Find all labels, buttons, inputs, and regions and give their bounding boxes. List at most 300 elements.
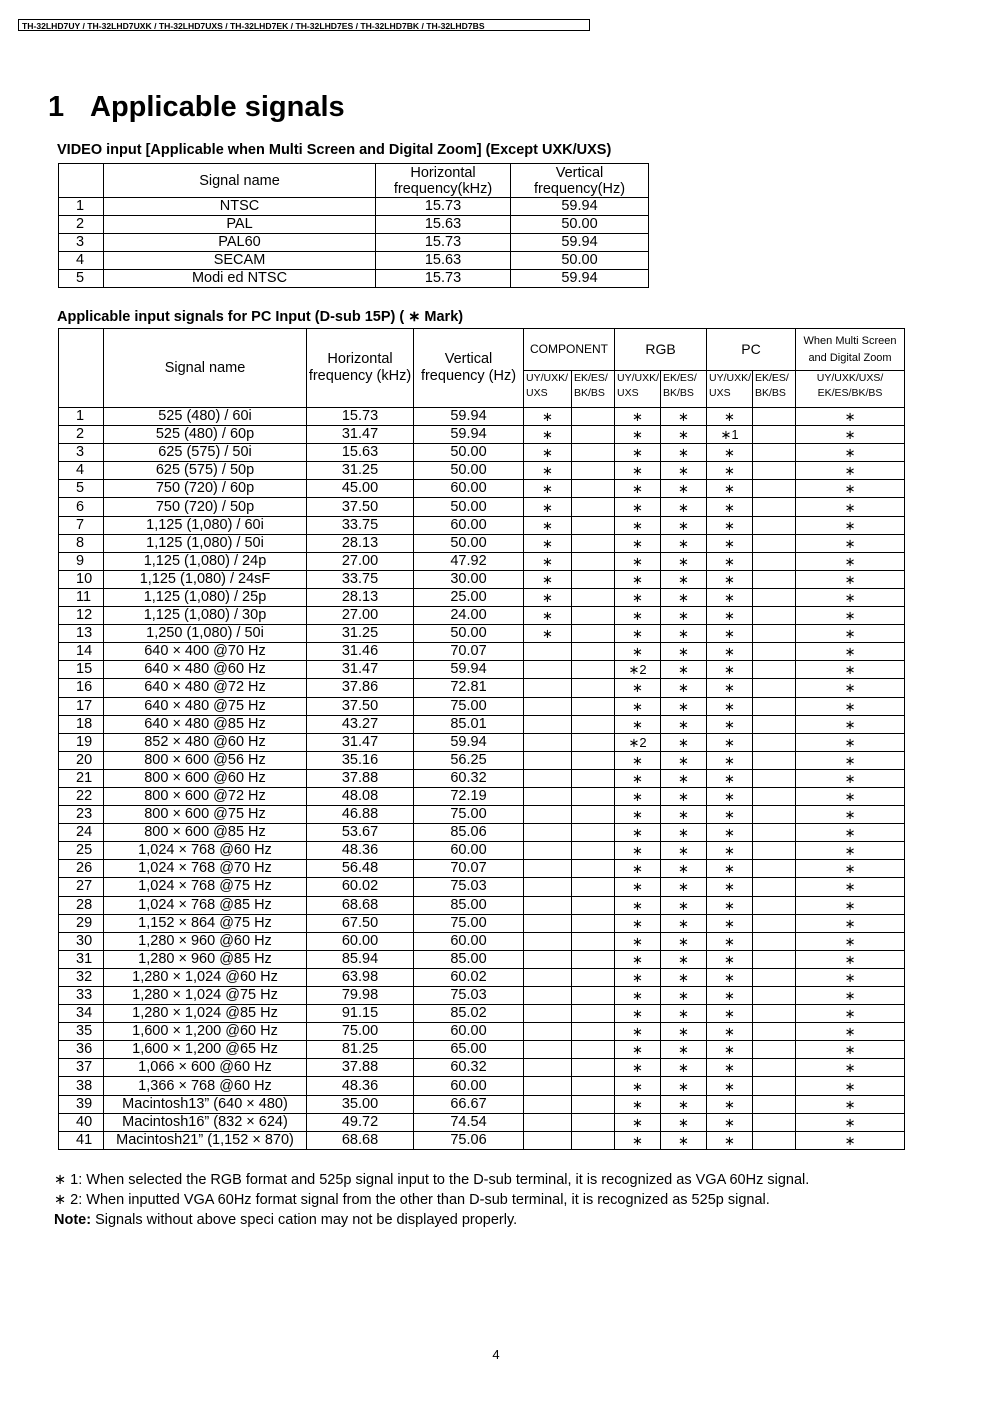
pc-cell-vertical-frequency: 75.00 <box>414 806 524 824</box>
pc-cell-multi-screen-mark: ∗ <box>796 570 905 588</box>
pc-cell-pc-uy-mark: ∗ <box>707 787 753 805</box>
pc-cell-component-uy-mark: ∗ <box>524 534 572 552</box>
pc-cell-horizontal-frequency: 48.36 <box>307 842 414 860</box>
pc-subheader-component-uy <box>524 371 572 408</box>
pc-cell-row-index: 38 <box>59 1077 104 1095</box>
pc-cell-pc-uy-mark: ∗ <box>707 1005 753 1023</box>
pc-cell-vertical-frequency: 60.32 <box>414 769 524 787</box>
pc-header-vfreq-line2: frequency (Hz) <box>420 368 517 384</box>
pc-cell-pc-ek-mark <box>753 914 796 932</box>
section-number: 1 <box>48 91 65 123</box>
pc-cell-pc-uy-mark: ∗ <box>707 679 753 697</box>
pc-table-row <box>59 878 905 896</box>
pc-cell-component-uy-mark <box>524 824 572 842</box>
pc-table-row <box>59 552 905 570</box>
pc-cell-component-uy-mark <box>524 914 572 932</box>
pc-cell-rgb-uy-mark: ∗ <box>615 1059 661 1077</box>
pc-cell-component-uy-mark <box>524 878 572 896</box>
pc-table-row <box>59 896 905 914</box>
pc-cell-component-ek-mark <box>572 1023 615 1041</box>
video-header-horizontal-frequency <box>376 164 511 198</box>
pc-cell-row-index: 16 <box>59 679 104 697</box>
pc-cell-pc-uy-mark: ∗ <box>707 625 753 643</box>
pc-cell-component-uy-mark: ∗ <box>524 480 572 498</box>
video-cell-signal-name: PAL60 <box>104 234 376 252</box>
pc-cell-horizontal-frequency: 31.25 <box>307 625 414 643</box>
pc-table-row <box>59 806 905 824</box>
pc-table-row <box>59 1095 905 1113</box>
pc-cell-pc-uy-mark: ∗ <box>707 516 753 534</box>
pc-cell-rgb-ek-mark: ∗ <box>661 787 707 805</box>
sub-ek-line2: BK/BS <box>663 387 694 399</box>
video-input-table <box>58 163 649 288</box>
pc-cell-vertical-frequency: 85.02 <box>414 1005 524 1023</box>
pc-cell-rgb-ek-mark: ∗ <box>661 987 707 1005</box>
pc-cell-horizontal-frequency: 85.94 <box>307 950 414 968</box>
pc-cell-rgb-uy-mark: ∗2 <box>615 733 661 751</box>
pc-table-row <box>59 751 905 769</box>
pc-cell-component-ek-mark <box>572 824 615 842</box>
pc-cell-pc-uy-mark: ∗ <box>707 896 753 914</box>
pc-cell-vertical-frequency: 50.00 <box>414 625 524 643</box>
pc-subheader-rgb-ek <box>661 371 707 408</box>
pc-cell-multi-screen-mark: ∗ <box>796 643 905 661</box>
pc-table-row <box>59 769 905 787</box>
pc-header-hfreq-line1: Horizontal <box>327 351 393 367</box>
pc-cell-signal-name: 1,280 × 960 @60 Hz <box>104 932 307 950</box>
pc-table-row <box>59 1005 905 1023</box>
pc-table-row <box>59 643 905 661</box>
pc-cell-rgb-uy-mark: ∗ <box>615 715 661 733</box>
pc-cell-component-ek-mark <box>572 950 615 968</box>
pc-cell-row-index: 30 <box>59 932 104 950</box>
pc-cell-vertical-frequency: 50.00 <box>414 534 524 552</box>
pc-cell-vertical-frequency: 50.00 <box>414 444 524 462</box>
pc-cell-signal-name: 625 (575) / 50p <box>104 462 307 480</box>
pc-cell-component-ek-mark <box>572 697 615 715</box>
pc-cell-multi-screen-mark: ∗ <box>796 914 905 932</box>
pc-cell-signal-name: 525 (480) / 60p <box>104 426 307 444</box>
pc-cell-signal-name: 640 × 480 @85 Hz <box>104 715 307 733</box>
pc-cell-pc-ek-mark <box>753 498 796 516</box>
pc-table-row <box>59 498 905 516</box>
pc-cell-pc-uy-mark: ∗ <box>707 751 753 769</box>
pc-cell-row-index: 33 <box>59 987 104 1005</box>
pc-cell-vertical-frequency: 60.02 <box>414 968 524 986</box>
pc-cell-pc-uy-mark: ∗ <box>707 1095 753 1113</box>
pc-table-row <box>59 480 905 498</box>
pc-cell-row-index: 21 <box>59 769 104 787</box>
pc-cell-horizontal-frequency: 27.00 <box>307 607 414 625</box>
pc-cell-component-ek-mark <box>572 896 615 914</box>
pc-cell-signal-name: 1,125 (1,080) / 24p <box>104 552 307 570</box>
pc-cell-rgb-uy-mark: ∗ <box>615 426 661 444</box>
pc-cell-rgb-uy-mark: ∗ <box>615 516 661 534</box>
pc-cell-rgb-ek-mark: ∗ <box>661 806 707 824</box>
pc-cell-pc-ek-mark <box>753 1041 796 1059</box>
sub-ek-line1: EK/ES/ <box>755 372 789 384</box>
pc-cell-pc-uy-mark: ∗ <box>707 932 753 950</box>
pc-table-row <box>59 570 905 588</box>
pc-cell-multi-screen-mark: ∗ <box>796 625 905 643</box>
pc-cell-vertical-frequency: 60.00 <box>414 932 524 950</box>
pc-cell-component-uy-mark: ∗ <box>524 426 572 444</box>
pc-cell-component-uy-mark <box>524 661 572 679</box>
pc-cell-rgb-uy-mark: ∗ <box>615 444 661 462</box>
sub-uy-line2: UXS <box>617 387 639 399</box>
pc-cell-pc-ek-mark <box>753 1113 796 1131</box>
pc-cell-row-index: 41 <box>59 1131 104 1149</box>
pc-cell-row-index: 1 <box>59 408 104 426</box>
pc-cell-pc-ek-mark <box>753 824 796 842</box>
pc-cell-vertical-frequency: 75.06 <box>414 1131 524 1149</box>
pc-cell-row-index: 9 <box>59 552 104 570</box>
pc-header-multi-line1: When Multi Screen <box>803 334 897 347</box>
video-header-hfreq-line1: Horizontal <box>410 164 476 181</box>
pc-cell-component-ek-mark <box>572 534 615 552</box>
pc-cell-pc-ek-mark <box>753 1077 796 1095</box>
pc-cell-pc-ek-mark <box>753 1095 796 1113</box>
pc-cell-signal-name: 800 × 600 @60 Hz <box>104 769 307 787</box>
pc-cell-horizontal-frequency: 45.00 <box>307 480 414 498</box>
pc-cell-signal-name: 640 × 480 @72 Hz <box>104 679 307 697</box>
pc-cell-component-uy-mark <box>524 1023 572 1041</box>
pc-cell-vertical-frequency: 60.00 <box>414 1077 524 1095</box>
pc-cell-horizontal-frequency: 67.50 <box>307 914 414 932</box>
pc-cell-rgb-ek-mark: ∗ <box>661 860 707 878</box>
pc-table-row <box>59 607 905 625</box>
pc-cell-multi-screen-mark: ∗ <box>796 1041 905 1059</box>
pc-cell-multi-screen-mark: ∗ <box>796 733 905 751</box>
pc-table-row <box>59 534 905 552</box>
pc-cell-multi-screen-mark: ∗ <box>796 968 905 986</box>
pc-cell-multi-screen-mark: ∗ <box>796 462 905 480</box>
pc-cell-component-uy-mark: ∗ <box>524 462 572 480</box>
sub-uy-line2: UXS <box>526 387 548 399</box>
pc-cell-rgb-ek-mark: ∗ <box>661 498 707 516</box>
video-table-row <box>59 270 649 288</box>
pc-cell-signal-name: 1,600 × 1,200 @60 Hz <box>104 1023 307 1041</box>
pc-cell-rgb-uy-mark: ∗ <box>615 625 661 643</box>
pc-cell-row-index: 20 <box>59 751 104 769</box>
pc-cell-signal-name: 640 × 480 @75 Hz <box>104 697 307 715</box>
video-header-signal-name: Signal name <box>104 164 376 198</box>
pc-cell-vertical-frequency: 72.81 <box>414 679 524 697</box>
pc-cell-row-index: 26 <box>59 860 104 878</box>
pc-cell-multi-screen-mark: ∗ <box>796 950 905 968</box>
video-cell-horizontal-frequency: 15.73 <box>376 270 511 288</box>
pc-table-row <box>59 1059 905 1077</box>
pc-table-row <box>59 1131 905 1149</box>
pc-cell-row-index: 17 <box>59 697 104 715</box>
pc-cell-multi-screen-mark: ∗ <box>796 534 905 552</box>
pc-cell-horizontal-frequency: 63.98 <box>307 968 414 986</box>
pc-cell-signal-name: 852 × 480 @60 Hz <box>104 733 307 751</box>
pc-cell-row-index: 23 <box>59 806 104 824</box>
pc-cell-multi-screen-mark: ∗ <box>796 806 905 824</box>
pc-cell-rgb-uy-mark: ∗ <box>615 570 661 588</box>
pc-cell-rgb-uy-mark: ∗ <box>615 751 661 769</box>
footnote-2: ∗ 2: When inputted VGA 60Hz format signal from the other than D-sub terminal, it is recognized as 525p signal. <box>54 1192 770 1208</box>
pc-cell-pc-uy-mark: ∗ <box>707 769 753 787</box>
pc-cell-component-ek-mark <box>572 607 615 625</box>
pc-table-row <box>59 860 905 878</box>
video-cell-row-index: 4 <box>59 252 104 270</box>
pc-cell-signal-name: 625 (575) / 50i <box>104 444 307 462</box>
pc-cell-component-ek-mark <box>572 769 615 787</box>
pc-cell-multi-screen-mark: ∗ <box>796 426 905 444</box>
pc-cell-horizontal-frequency: 33.75 <box>307 516 414 534</box>
pc-cell-component-uy-mark: ∗ <box>524 570 572 588</box>
pc-cell-horizontal-frequency: 56.48 <box>307 860 414 878</box>
pc-cell-horizontal-frequency: 31.47 <box>307 426 414 444</box>
pc-cell-rgb-ek-mark: ∗ <box>661 1041 707 1059</box>
pc-cell-component-ek-mark <box>572 1131 615 1149</box>
pc-cell-rgb-uy-mark: ∗ <box>615 878 661 896</box>
note-label: Note: <box>54 1212 92 1228</box>
pc-cell-pc-ek-mark <box>753 950 796 968</box>
pc-cell-horizontal-frequency: 60.02 <box>307 878 414 896</box>
pc-table-row <box>59 697 905 715</box>
pc-cell-rgb-uy-mark: ∗ <box>615 914 661 932</box>
pc-cell-component-uy-mark <box>524 1059 572 1077</box>
pc-cell-rgb-uy-mark: ∗ <box>615 462 661 480</box>
sub-ek-line1: EK/ES/ <box>663 372 697 384</box>
pc-cell-rgb-ek-mark: ∗ <box>661 1023 707 1041</box>
pc-cell-pc-uy-mark: ∗ <box>707 643 753 661</box>
pc-cell-pc-uy-mark: ∗ <box>707 1059 753 1077</box>
pc-cell-vertical-frequency: 74.54 <box>414 1113 524 1131</box>
pc-cell-multi-screen-mark: ∗ <box>796 1077 905 1095</box>
pc-cell-component-ek-mark <box>572 516 615 534</box>
pc-cell-row-index: 22 <box>59 787 104 805</box>
pc-cell-row-index: 10 <box>59 570 104 588</box>
pc-cell-pc-ek-mark <box>753 987 796 1005</box>
pc-cell-row-index: 11 <box>59 588 104 606</box>
pc-cell-horizontal-frequency: 31.25 <box>307 462 414 480</box>
pc-cell-rgb-ek-mark: ∗ <box>661 715 707 733</box>
pc-cell-horizontal-frequency: 91.15 <box>307 1005 414 1023</box>
pc-table-row <box>59 625 905 643</box>
pc-cell-horizontal-frequency: 31.47 <box>307 733 414 751</box>
pc-cell-component-uy-mark: ∗ <box>524 588 572 606</box>
pc-cell-pc-ek-mark <box>753 896 796 914</box>
pc-cell-component-uy-mark <box>524 1005 572 1023</box>
pc-cell-multi-screen-mark: ∗ <box>796 1023 905 1041</box>
pc-cell-pc-ek-mark <box>753 1023 796 1041</box>
pc-cell-vertical-frequency: 60.00 <box>414 480 524 498</box>
pc-cell-multi-screen-mark: ∗ <box>796 787 905 805</box>
pc-cell-horizontal-frequency: 15.63 <box>307 444 414 462</box>
pc-cell-horizontal-frequency: 15.73 <box>307 408 414 426</box>
pc-cell-pc-ek-mark <box>753 1005 796 1023</box>
pc-cell-rgb-ek-mark: ∗ <box>661 878 707 896</box>
pc-cell-component-uy-mark <box>524 1041 572 1059</box>
pc-cell-pc-ek-mark <box>753 697 796 715</box>
pc-cell-rgb-ek-mark: ∗ <box>661 516 707 534</box>
pc-cell-rgb-uy-mark: ∗ <box>615 896 661 914</box>
video-table-header-row <box>59 164 649 198</box>
pc-cell-rgb-uy-mark: ∗ <box>615 787 661 805</box>
video-header-vfreq-line1: Vertical <box>555 164 604 181</box>
pc-cell-pc-uy-mark: ∗ <box>707 824 753 842</box>
video-cell-vertical-frequency: 50.00 <box>511 252 649 270</box>
video-cell-vertical-frequency: 59.94 <box>511 234 649 252</box>
pc-cell-horizontal-frequency: 46.88 <box>307 806 414 824</box>
pc-cell-pc-ek-mark <box>753 878 796 896</box>
pc-cell-pc-ek-mark <box>753 806 796 824</box>
pc-cell-vertical-frequency: 59.94 <box>414 661 524 679</box>
pc-cell-pc-uy-mark: ∗ <box>707 733 753 751</box>
pc-cell-rgb-ek-mark: ∗ <box>661 1059 707 1077</box>
pc-cell-rgb-uy-mark: ∗ <box>615 1041 661 1059</box>
pc-cell-pc-ek-mark <box>753 715 796 733</box>
pc-table-row <box>59 824 905 842</box>
pc-cell-row-index: 15 <box>59 661 104 679</box>
pc-cell-pc-ek-mark <box>753 408 796 426</box>
pc-cell-row-index: 29 <box>59 914 104 932</box>
pc-cell-pc-uy-mark: ∗ <box>707 498 753 516</box>
pc-subheader-multi-screen <box>796 371 905 408</box>
pc-input-signal-table <box>58 328 905 1150</box>
pc-cell-component-uy-mark <box>524 1113 572 1131</box>
pc-table-row <box>59 842 905 860</box>
pc-cell-row-index: 39 <box>59 1095 104 1113</box>
pc-cell-multi-screen-mark: ∗ <box>796 1005 905 1023</box>
pc-cell-pc-ek-mark <box>753 968 796 986</box>
pc-cell-vertical-frequency: 59.94 <box>414 426 524 444</box>
pc-cell-signal-name: 1,280 × 1,024 @75 Hz <box>104 987 307 1005</box>
pc-cell-rgb-ek-mark: ∗ <box>661 733 707 751</box>
pc-cell-component-uy-mark <box>524 1095 572 1113</box>
pc-cell-pc-uy-mark: ∗ <box>707 968 753 986</box>
pc-cell-vertical-frequency: 60.00 <box>414 1023 524 1041</box>
pc-cell-signal-name: 525 (480) / 60i <box>104 408 307 426</box>
pc-cell-pc-uy-mark: ∗ <box>707 661 753 679</box>
pc-cell-pc-uy-mark: ∗ <box>707 914 753 932</box>
sub-multi-line1: UY/UXK/UXS/ <box>816 372 884 384</box>
pc-cell-vertical-frequency: 50.00 <box>414 498 524 516</box>
video-header-vertical-frequency <box>511 164 649 198</box>
pc-cell-pc-ek-mark <box>753 769 796 787</box>
pc-cell-pc-ek-mark <box>753 462 796 480</box>
note-text: Signals without above speci cation may not be displayed properly. <box>91 1212 518 1228</box>
pc-cell-signal-name: 800 × 600 @85 Hz <box>104 824 307 842</box>
pc-cell-vertical-frequency: 75.00 <box>414 914 524 932</box>
pc-cell-row-index: 36 <box>59 1041 104 1059</box>
pc-cell-component-uy-mark <box>524 968 572 986</box>
pc-cell-vertical-frequency: 72.19 <box>414 787 524 805</box>
pc-cell-rgb-uy-mark: ∗ <box>615 679 661 697</box>
pc-cell-component-ek-mark <box>572 715 615 733</box>
pc-cell-multi-screen-mark: ∗ <box>796 552 905 570</box>
pc-cell-rgb-uy-mark: ∗ <box>615 1005 661 1023</box>
pc-cell-component-uy-mark: ∗ <box>524 408 572 426</box>
pc-cell-pc-ek-mark <box>753 625 796 643</box>
pc-cell-multi-screen-mark: ∗ <box>796 824 905 842</box>
pc-cell-pc-ek-mark <box>753 1059 796 1077</box>
pc-cell-horizontal-frequency: 48.08 <box>307 787 414 805</box>
pc-cell-component-ek-mark <box>572 878 615 896</box>
pc-cell-pc-ek-mark <box>753 534 796 552</box>
pc-cell-component-ek-mark <box>572 552 615 570</box>
video-cell-signal-name: Modi ed NTSC <box>104 270 376 288</box>
pc-header-rgb: RGB <box>615 329 707 371</box>
pc-cell-component-uy-mark <box>524 787 572 805</box>
video-cell-row-index: 3 <box>59 234 104 252</box>
pc-cell-rgb-ek-mark: ∗ <box>661 1095 707 1113</box>
pc-cell-signal-name: 1,152 × 864 @75 Hz <box>104 914 307 932</box>
pc-cell-signal-name: Macintosh13” (640 × 480) <box>104 1095 307 1113</box>
pc-cell-rgb-ek-mark: ∗ <box>661 842 707 860</box>
pc-subheader-rgb-uy <box>615 371 661 408</box>
video-cell-row-index: 1 <box>59 198 104 216</box>
pc-cell-vertical-frequency: 85.00 <box>414 896 524 914</box>
pc-cell-component-ek-mark <box>572 1059 615 1077</box>
pc-cell-pc-ek-mark <box>753 444 796 462</box>
pc-cell-component-uy-mark <box>524 860 572 878</box>
pc-cell-row-index: 4 <box>59 462 104 480</box>
footnote-note <box>54 1210 809 1230</box>
pc-cell-multi-screen-mark: ∗ <box>796 1131 905 1149</box>
pc-cell-vertical-frequency: 66.67 <box>414 1095 524 1113</box>
pc-cell-vertical-frequency: 85.00 <box>414 950 524 968</box>
pc-cell-component-uy-mark <box>524 751 572 769</box>
pc-cell-pc-uy-mark: ∗ <box>707 552 753 570</box>
video-cell-row-index: 5 <box>59 270 104 288</box>
pc-cell-horizontal-frequency: 35.00 <box>307 1095 414 1113</box>
sub-uy-line1: UY/UXK/ <box>709 372 752 384</box>
sub-ek-line1: EK/ES/ <box>574 372 608 384</box>
pc-subheader-pc-ek <box>753 371 796 408</box>
pc-cell-rgb-uy-mark: ∗ <box>615 588 661 606</box>
pc-cell-component-ek-mark <box>572 1113 615 1131</box>
video-table-row <box>59 198 649 216</box>
pc-cell-rgb-uy-mark: ∗ <box>615 498 661 516</box>
pc-cell-component-ek-mark <box>572 1041 615 1059</box>
pc-cell-vertical-frequency: 85.06 <box>414 824 524 842</box>
pc-header-signal-name: Signal name <box>104 329 307 408</box>
pc-cell-component-uy-mark <box>524 643 572 661</box>
pc-table-row <box>59 968 905 986</box>
pc-cell-rgb-ek-mark: ∗ <box>661 588 707 606</box>
pc-cell-signal-name: 750 (720) / 50p <box>104 498 307 516</box>
pc-cell-horizontal-frequency: 68.68 <box>307 1131 414 1149</box>
pc-cell-rgb-uy-mark: ∗ <box>615 769 661 787</box>
pc-cell-component-ek-mark <box>572 679 615 697</box>
pc-cell-signal-name: 1,600 × 1,200 @65 Hz <box>104 1041 307 1059</box>
pc-cell-pc-uy-mark: ∗ <box>707 588 753 606</box>
pc-cell-signal-name: 1,024 × 768 @70 Hz <box>104 860 307 878</box>
video-table-body <box>59 198 649 288</box>
pc-table-header-row-1 <box>59 329 905 371</box>
pc-cell-component-ek-mark <box>572 498 615 516</box>
pc-cell-row-index: 8 <box>59 534 104 552</box>
pc-cell-signal-name: 1,125 (1,080) / 30p <box>104 607 307 625</box>
sub-uy-line2: UXS <box>709 387 731 399</box>
pc-cell-component-ek-mark <box>572 1005 615 1023</box>
pc-cell-multi-screen-mark: ∗ <box>796 588 905 606</box>
sub-ek-line2: BK/BS <box>755 387 786 399</box>
pc-table-row <box>59 426 905 444</box>
pc-cell-horizontal-frequency: 31.46 <box>307 643 414 661</box>
pc-cell-multi-screen-mark: ∗ <box>796 408 905 426</box>
pc-cell-horizontal-frequency: 37.88 <box>307 769 414 787</box>
pc-table-row <box>59 661 905 679</box>
pc-cell-pc-ek-mark <box>753 679 796 697</box>
pc-cell-multi-screen-mark: ∗ <box>796 715 905 733</box>
pc-cell-signal-name: 1,066 × 600 @60 Hz <box>104 1059 307 1077</box>
